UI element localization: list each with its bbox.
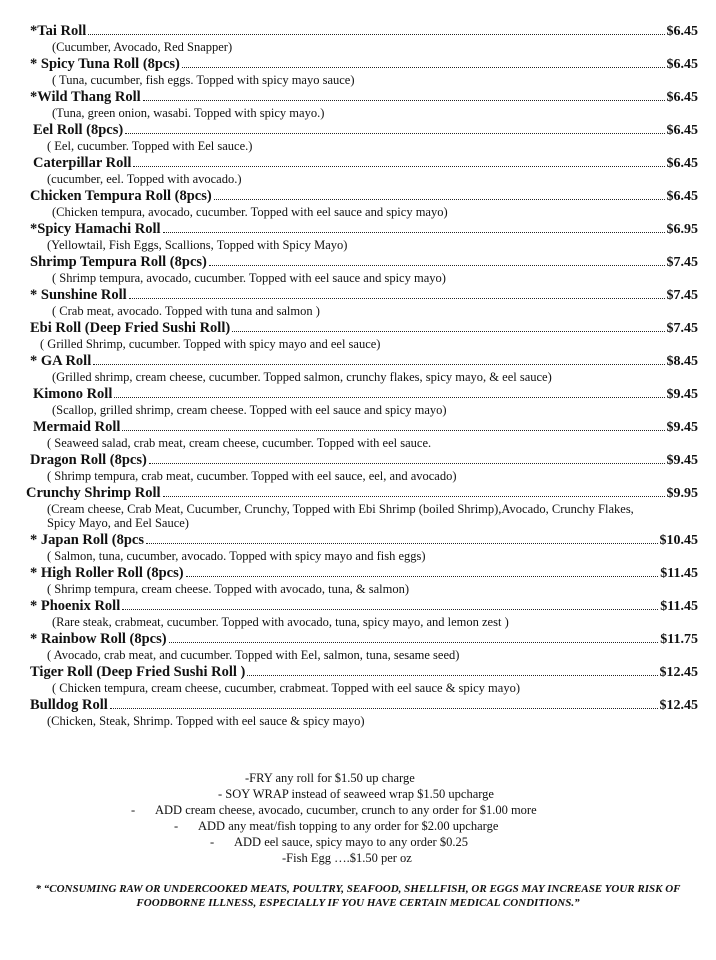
menu-item-name: Kimono Roll <box>33 386 113 402</box>
dot-leader <box>232 319 664 332</box>
add-on-note <box>0 786 716 802</box>
menu-item <box>0 286 716 319</box>
menu-item-description: ( Grilled Shrimp, cucumber. Topped with spicy mayo and eel sauce) <box>40 337 381 351</box>
note-bullet: - <box>174 819 179 833</box>
menu-item-description: ( Shrimp tempura, cream cheese. Topped with avocado, tuna, & salmon) <box>47 582 409 596</box>
menu-item-price: $9.95 <box>666 486 698 501</box>
dot-leader <box>149 451 665 464</box>
health-warning: * “CONSUMING RAW OR UNDERCOOKED MEATS, POULTRY, SEAFOOD, SHELLFISH, OR EGGS MAY INCREASE YOUR RISK OF FOODBORNE ILLNESS, ESPECIALLY IF YOU HAVE CERTAIN MEDICAL CONDITIONS.” <box>35 883 681 909</box>
dot-leader <box>169 630 659 643</box>
note-bullet: - <box>210 835 215 849</box>
menu-item-price: $12.45 <box>659 698 698 713</box>
menu-item-price: $6.45 <box>666 90 698 105</box>
menu-item-description: (Grilled shrimp, cream cheese, cucumber. Topped salmon, crunchy flakes, spicy mayo, & eel sauce) <box>52 370 552 384</box>
note-text: - SOY WRAP instead of seaweed wrap $1.50 upcharge <box>218 787 494 801</box>
menu-item-description: (Tuna, green onion, wasabi. Topped with spicy mayo.) <box>52 106 325 120</box>
menu-item-name: Crunchy Shrimp Roll <box>26 485 161 501</box>
menu-item <box>0 88 716 121</box>
menu-item <box>0 220 716 253</box>
dot-leader <box>214 187 665 200</box>
note-text: ADD eel sauce, spicy mayo to any order $0.25 <box>234 835 468 849</box>
menu-item-name: *Spicy Hamachi Roll <box>30 221 161 237</box>
add-on-note <box>0 802 716 818</box>
menu-item-price: $11.45 <box>660 599 698 614</box>
menu-item-price: $6.45 <box>666 189 698 204</box>
menu-item-description: (Yellowtail, Fish Eggs, Scallions, Topped with Spicy Mayo) <box>47 238 348 252</box>
menu-item <box>0 385 716 418</box>
menu-item-price: $6.45 <box>666 123 698 138</box>
dot-leader <box>110 696 658 709</box>
menu-item-description: ( Crab meat, avocado. Topped with tuna and salmon ) <box>52 304 320 318</box>
add-on-note <box>0 850 716 866</box>
menu-item-price: $12.45 <box>659 665 698 680</box>
dot-leader <box>182 55 665 68</box>
menu-item-description: ( Shrimp tempura, crab meat, cucumber. Topped with eel sauce, eel, and avocado) <box>47 469 457 483</box>
dot-leader <box>88 22 664 35</box>
menu-item-name: Bulldog Roll <box>30 697 108 713</box>
menu-item-description: ( Avocado, crab meat, and cucumber. Topped with Eel, salmon, tuna, sesame seed) <box>47 648 460 662</box>
menu-item <box>0 187 716 220</box>
dot-leader <box>93 352 664 365</box>
menu-item-name: Shrimp Tempura Roll (8pcs) <box>30 254 207 270</box>
menu-item-price: $7.45 <box>666 321 698 336</box>
menu-item <box>0 630 716 663</box>
menu-item-description: ( Salmon, tuna, cucumber, avocado. Topped with spicy mayo and fish eggs) <box>47 549 426 563</box>
menu-item-name: * Rainbow Roll (8pcs) <box>30 631 167 647</box>
menu-item-price: $6.45 <box>666 57 698 72</box>
menu-item-price: $9.45 <box>666 420 698 435</box>
menu-item-price: $11.75 <box>660 632 698 647</box>
add-on-note <box>0 770 716 786</box>
menu-item <box>0 22 716 55</box>
menu-item-price: $9.45 <box>666 387 698 402</box>
menu-item <box>0 597 716 630</box>
menu-item <box>0 564 716 597</box>
menu-item-description: (cucumber, eel. Topped with avocado.) <box>47 172 242 186</box>
menu-item-description: (Rare steak, crabmeat, cucumber. Topped with avocado, tuna, spicy mayo, and lemon zest ) <box>52 615 509 629</box>
dot-leader <box>209 253 665 266</box>
menu-item-price: $8.45 <box>666 354 698 369</box>
menu-item-description: ( Chicken tempura, cream cheese, cucumber, crabmeat. Topped with eel sauce & spicy mayo) <box>52 681 520 695</box>
add-on-notes <box>0 770 716 866</box>
menu-item <box>0 319 716 352</box>
menu-item-description: (Chicken, Steak, Shrimp. Topped with eel sauce & spicy mayo) <box>47 714 365 728</box>
menu-list <box>0 22 716 729</box>
menu-item-description: ( Seaweed salad, crab meat, cream cheese, cucumber. Topped with eel sauce. <box>47 436 432 450</box>
dot-leader <box>129 286 665 299</box>
menu-item <box>0 531 716 564</box>
dot-leader <box>133 154 664 167</box>
menu-item <box>0 451 716 484</box>
menu-item-price: $10.45 <box>659 533 698 548</box>
menu-item-name: Chicken Tempura Roll (8pcs) <box>30 188 212 204</box>
menu-item <box>0 484 716 531</box>
menu-item-name: Ebi Roll (Deep Fried Sushi Roll) <box>30 320 231 336</box>
menu-item-name: *Tai Roll <box>30 23 87 39</box>
menu-item-price: $7.45 <box>666 288 698 303</box>
menu-item <box>0 418 716 451</box>
note-text: ADD any meat/fish topping to any order for $2.00 upcharge <box>198 819 499 833</box>
dot-leader <box>186 564 659 577</box>
menu-item-price: $9.45 <box>666 453 698 468</box>
dot-leader <box>247 663 657 676</box>
menu-item-description: ( Eel, cucumber. Topped with Eel sauce.) <box>47 139 253 153</box>
note-text: -Fish Egg ….$1.50 per oz <box>282 851 412 865</box>
menu-item-price: $6.45 <box>666 24 698 39</box>
dot-leader <box>163 220 665 233</box>
menu-item-name: * Japan Roll (8pcs <box>30 532 145 548</box>
dot-leader <box>122 597 658 610</box>
menu-item-price: $6.45 <box>666 156 698 171</box>
menu-item <box>0 352 716 385</box>
menu-item-description: (Cream cheese, Crab Meat, Cucumber, Crunchy, Topped with Ebi Shrimp (boiled Shrimp),Avocado, Crunchy Flakes, Spicy Mayo, and Eel Sauce) <box>47 502 634 530</box>
menu-item-price: $6.95 <box>666 222 698 237</box>
menu-item-name: Caterpillar Roll <box>33 155 132 171</box>
menu-item <box>0 121 716 154</box>
menu-item-name: *Wild Thang Roll <box>30 89 141 105</box>
menu-item-name: Tiger Roll (Deep Fried Sushi Roll ) <box>30 664 246 680</box>
menu-item-name: * Sunshine Roll <box>30 287 127 303</box>
menu-item-name: Dragon Roll (8pcs) <box>30 452 147 468</box>
add-on-note <box>0 818 716 834</box>
dot-leader <box>146 531 657 544</box>
menu-item-price: $11.45 <box>660 566 698 581</box>
note-text: -FRY any roll for $1.50 up charge <box>245 771 415 785</box>
menu-item-price: $7.45 <box>666 255 698 270</box>
dot-leader <box>143 88 665 101</box>
note-bullet: - <box>131 803 136 817</box>
menu-item-name: * High Roller Roll (8pcs) <box>30 565 184 581</box>
menu-item-name: Eel Roll (8pcs) <box>33 122 124 138</box>
add-on-note <box>0 834 716 850</box>
dot-leader <box>114 385 664 398</box>
menu-item-description: (Scallop, grilled shrimp, cream cheese. Topped with eel sauce and spicy mayo) <box>52 403 447 417</box>
menu-item <box>0 663 716 696</box>
menu-item <box>0 55 716 88</box>
menu-item <box>0 696 716 729</box>
dot-leader <box>163 484 665 497</box>
menu-item-name: Mermaid Roll <box>33 419 121 435</box>
menu-item-name: * GA Roll <box>30 353 92 369</box>
menu-item <box>0 154 716 187</box>
menu-item-description: ( Shrimp tempura, avocado, cucumber. Topped with eel sauce and spicy mayo) <box>52 271 446 285</box>
dot-leader <box>125 121 664 134</box>
menu-item-description: (Chicken tempura, avocado, cucumber. Topped with eel sauce and spicy mayo) <box>52 205 448 219</box>
note-text: ADD cream cheese, avocado, cucumber, crunch to any order for $1.00 more <box>155 803 537 817</box>
menu-item-description: (Cucumber, Avocado, Red Snapper) <box>52 40 233 54</box>
menu-item-name: * Spicy Tuna Roll (8pcs) <box>30 56 180 72</box>
dot-leader <box>122 418 664 431</box>
menu-item <box>0 253 716 286</box>
menu-item-name: * Phoenix Roll <box>30 598 121 614</box>
menu-item-description: ( Tuna, cucumber, fish eggs. Topped with spicy mayo sauce) <box>52 73 355 87</box>
